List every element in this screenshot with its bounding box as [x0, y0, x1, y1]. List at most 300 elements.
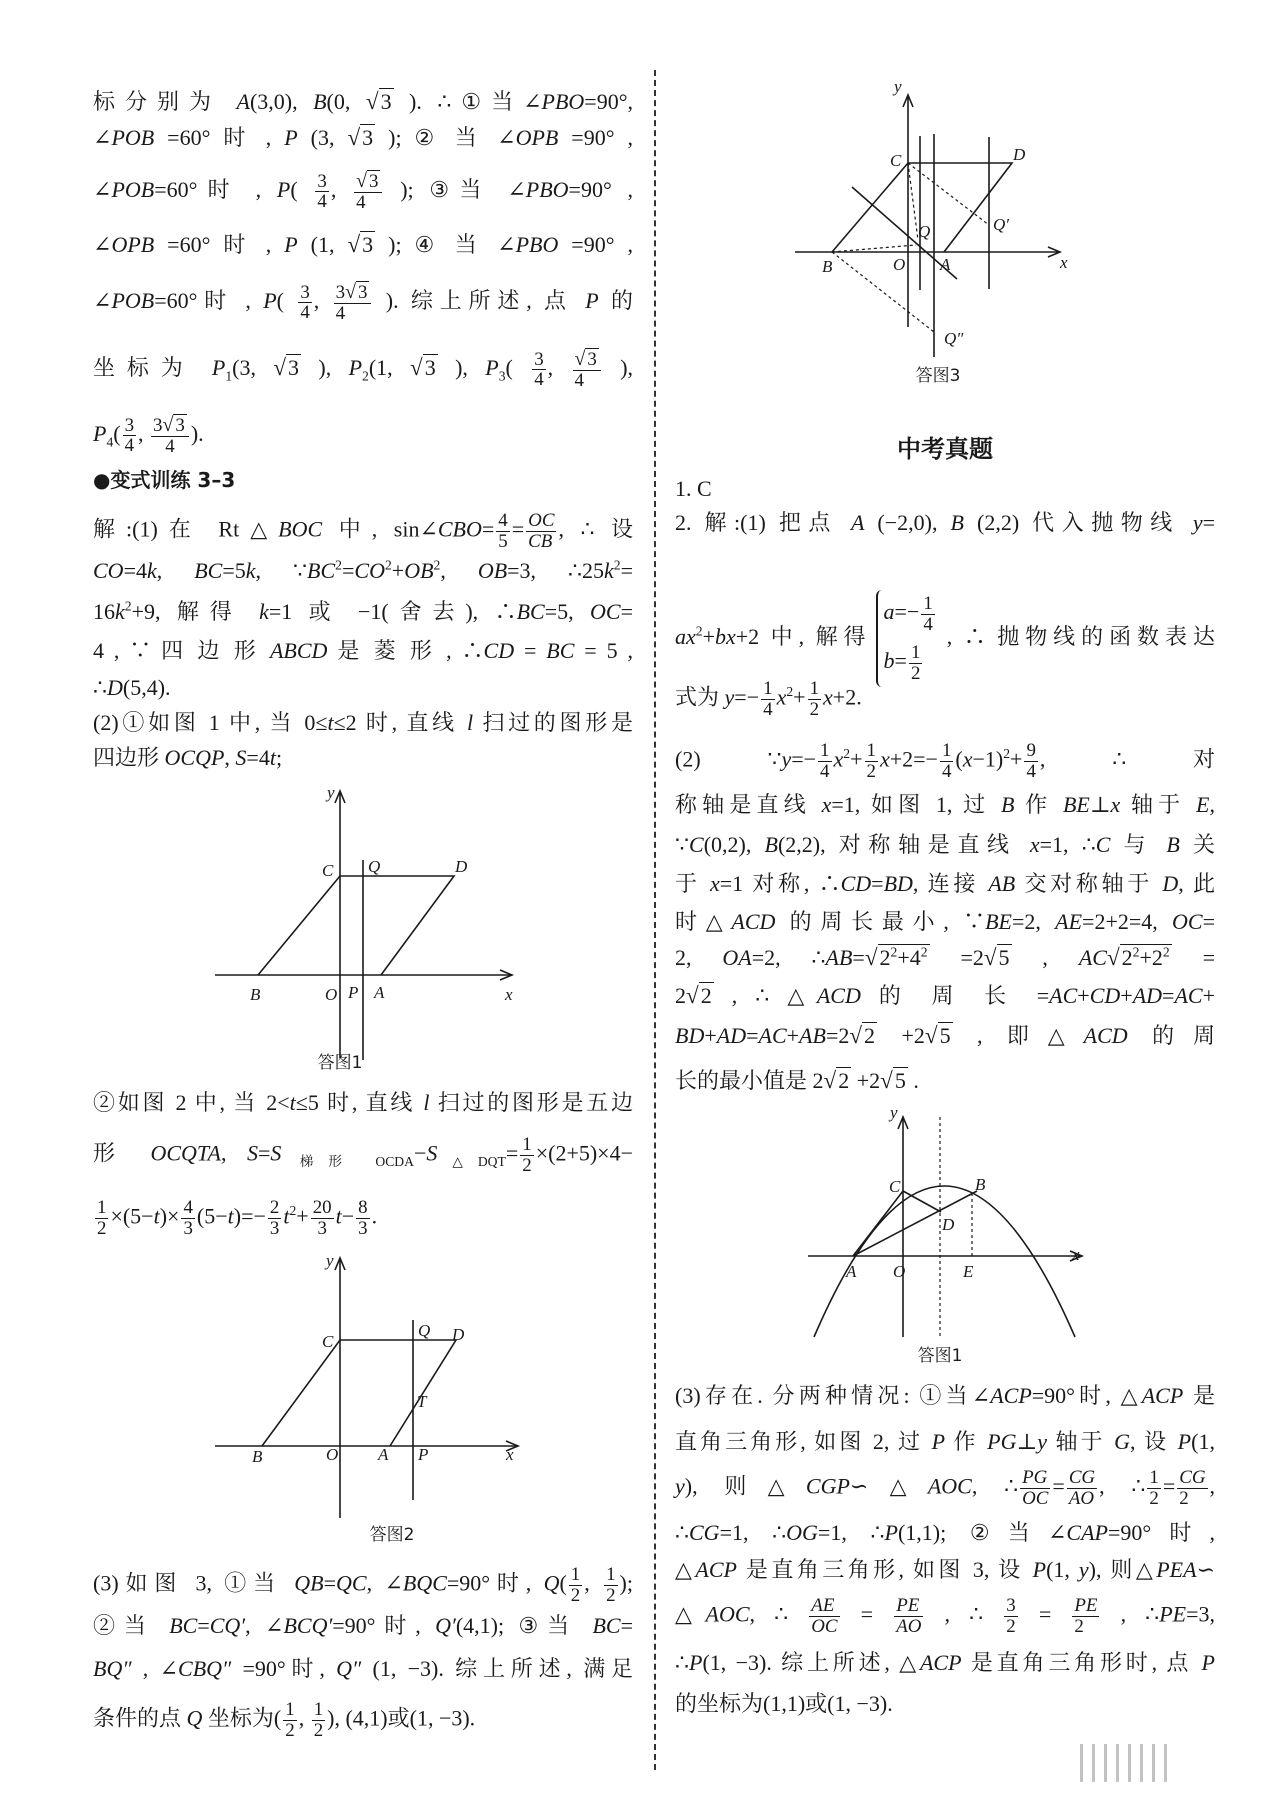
text-run: 轴于: [1046, 1429, 1115, 1454]
math-variable: S: [426, 1140, 438, 1166]
text-run: , 连接: [912, 871, 989, 896]
math-variable: l: [423, 1090, 430, 1115]
numerator: [315, 172, 328, 193]
math-variable: Q′: [435, 1613, 456, 1638]
text-run: =90°时,: [231, 1656, 337, 1681]
section-title: 中考真题: [897, 435, 993, 463]
dashed-bq2: [832, 252, 934, 332]
text-run: 2: [700, 983, 712, 1008]
text-run: 3: [358, 1217, 368, 1239]
text-run: ⊥: [1016, 1429, 1038, 1454]
numerator: [1072, 1596, 1099, 1617]
text-run: , 即△: [952, 1023, 1084, 1048]
math-variable: OPB: [515, 125, 559, 150]
text-run: 2: [1074, 1615, 1084, 1637]
scan-artifact: [1080, 1744, 1170, 1782]
text-run: =1, ∴: [817, 1520, 885, 1545]
text-run: , ∠: [131, 1656, 179, 1681]
text-run: 与: [1110, 832, 1167, 857]
numerator: [312, 1700, 325, 1721]
math-variable: AC: [1174, 983, 1203, 1008]
radical-sign-icon: √: [365, 88, 379, 114]
math-variable: OC: [590, 599, 621, 624]
math-variable: B: [1166, 832, 1180, 857]
text-run: 交对称轴于: [1015, 871, 1163, 896]
text-run: +: [793, 684, 806, 710]
math-variable: ax: [675, 623, 696, 649]
math-variable: C: [689, 832, 704, 857]
rhombus: [262, 1340, 456, 1446]
text-run: 的坐标为(1,1)或(1, −3).: [675, 1691, 893, 1716]
fraction: [151, 415, 189, 457]
square-root: [273, 355, 301, 380]
math-variable: Q: [543, 1570, 560, 1596]
text-run: 1: [285, 1699, 295, 1720]
math-variable: t: [153, 1203, 160, 1229]
text-run: = 5 ,: [574, 638, 633, 663]
numerator: [1024, 741, 1037, 762]
math-variable: AC: [758, 1023, 787, 1048]
text-run: 3: [424, 354, 436, 380]
math-variable: PE: [896, 1595, 920, 1616]
label-x: x: [506, 1445, 514, 1464]
text-run: 4: [1026, 760, 1036, 782]
math-variable: OC: [528, 510, 555, 531]
math-variable: b: [883, 648, 895, 674]
text-run: 2: [1149, 1487, 1159, 1509]
math-variable: bx: [715, 623, 736, 649]
numerator: [921, 594, 934, 615]
text-run: =4: [246, 745, 270, 770]
text-run: 四边形: [93, 745, 165, 770]
text-line: [93, 1699, 633, 1741]
numerator: [334, 282, 372, 304]
math-variable: OC: [1172, 909, 1203, 934]
text-run: 1: [910, 641, 921, 663]
numerator: [356, 1198, 369, 1219]
text-run: , ∴ △: [713, 983, 817, 1008]
label-o: O: [893, 255, 906, 274]
text-run: ⊥: [1089, 792, 1111, 817]
fraction: [1020, 1468, 1050, 1509]
math-variable: PG: [987, 1429, 1017, 1454]
numerator: [569, 1565, 582, 1586]
numerator: [95, 1198, 108, 1219]
math-variable: PBO: [515, 232, 559, 257]
math-variable: ABCD: [269, 638, 328, 663]
text-run: (5,4).: [122, 675, 171, 700]
label-x: x: [1072, 1245, 1080, 1264]
text-run: =: [1162, 1473, 1176, 1499]
superscript: 2: [786, 684, 794, 700]
math-variable: BE: [1062, 792, 1090, 817]
math-variable: OC: [1022, 1487, 1049, 1509]
denominator: [315, 192, 328, 212]
numerator: [298, 283, 311, 304]
denominator: [573, 371, 601, 391]
math-variable: AB: [799, 1023, 826, 1048]
text-run: =1, 如图 1, 过: [831, 792, 1001, 817]
text-run: 4: [820, 760, 830, 782]
text-run: 3: [369, 171, 379, 192]
superscript: 2: [289, 1203, 297, 1219]
label-b: B: [252, 1447, 263, 1466]
text-run: 4: [183, 1197, 193, 1218]
text-line: [675, 590, 1215, 684]
denominator: [940, 762, 953, 782]
text-line: [93, 597, 633, 627]
text-run: 1: [606, 1564, 616, 1585]
label-p: P: [418, 1445, 429, 1464]
superscript: 2: [1132, 944, 1140, 960]
text-run: ≤2 时, 直线: [333, 710, 468, 735]
text-run: 1: [1149, 1467, 1159, 1488]
text-run: 1: [820, 740, 830, 761]
numerator: [526, 511, 556, 532]
numerator: [761, 679, 774, 700]
square-root: [347, 232, 375, 257]
superscript: 2: [843, 746, 851, 762]
math-variable: P: [263, 287, 277, 313]
math-variable: t: [289, 1090, 296, 1115]
math-variable: y: [1037, 1429, 1047, 1454]
math-variable: CBO: [437, 516, 482, 542]
text-run: 3: [380, 89, 392, 114]
text-run: +: [786, 1023, 800, 1048]
text-run: (: [559, 1570, 567, 1596]
numerator: [532, 350, 545, 371]
text-run: 轴于: [1120, 792, 1197, 817]
text-run: 4: [165, 435, 175, 457]
text-run: +2=−: [889, 746, 938, 772]
math-group: [880, 945, 928, 970]
text-run: △: [675, 1557, 696, 1582]
text-run: =: [1202, 510, 1216, 535]
math-variable: y: [781, 746, 792, 772]
text-run: 是直角三角形, 如图 3, 设: [736, 1557, 1033, 1582]
text-line: [675, 1467, 1216, 1509]
math-group: [883, 593, 937, 635]
fraction: [1147, 1468, 1160, 1509]
text-run: 作: [945, 1429, 988, 1454]
text-run: =1 或 −1(舍去), ∴: [268, 599, 517, 624]
square-root: [880, 1068, 908, 1093]
text-line: [93, 1088, 633, 1118]
text-run: (: [113, 420, 121, 446]
math-variable: t: [327, 710, 334, 735]
text-run: ;: [275, 745, 283, 770]
text-run: =90°时,: [332, 1613, 436, 1638]
text-run: ∠: [93, 232, 112, 257]
text-run: 1: [809, 678, 820, 699]
denominator: [1067, 1489, 1097, 1509]
label-d: D: [455, 857, 468, 876]
text-run: (5−: [196, 1203, 228, 1229]
text-run: 4: [763, 698, 773, 720]
text-run: 3: [300, 281, 310, 303]
text-run: 是: [1183, 1383, 1216, 1408]
text-run: (3,: [232, 354, 274, 380]
label-y: y: [326, 1251, 334, 1270]
math-variable: AC: [1078, 945, 1107, 970]
text-run: ,: [1209, 1473, 1216, 1499]
numerator: [894, 1596, 923, 1617]
numerator: [520, 1135, 533, 1156]
denominator: [809, 1617, 839, 1637]
text-line: [93, 170, 633, 213]
text-run: 于: [675, 871, 710, 896]
text-line: [93, 1564, 633, 1606]
math-variable: k: [146, 558, 157, 583]
math-variable: ACD: [816, 983, 861, 1008]
text-run: 4: [498, 510, 508, 531]
text-run: 2,: [675, 945, 723, 970]
math-variable: AB: [988, 871, 1016, 896]
denominator: [354, 193, 382, 213]
math-variable: ACP: [990, 1383, 1032, 1408]
text-run: (3,: [297, 125, 348, 150]
text-run: =: [620, 1613, 633, 1638]
text-run: =: [620, 558, 634, 583]
text-line: [675, 474, 1215, 504]
fraction: [1072, 1596, 1099, 1637]
text-run: =4: [123, 558, 147, 583]
fraction: [569, 1565, 582, 1606]
text-run: .: [371, 1203, 378, 1229]
text-run: 3: [335, 282, 346, 303]
math-variable: P: [276, 176, 291, 202]
text-run: =: [1202, 909, 1215, 934]
text-run: △: [675, 1601, 706, 1627]
math-variable: CB: [528, 530, 553, 552]
figure-caption: 答图3: [915, 366, 961, 386]
text-run: ,: [1209, 792, 1215, 817]
math-variable: BC: [307, 558, 336, 583]
math-variable: BE: [985, 909, 1012, 934]
superscript: 2: [335, 557, 342, 573]
text-run: =1, ∴: [1039, 832, 1096, 857]
numerator: [1004, 1596, 1017, 1617]
radical-sign-icon: √: [924, 1022, 938, 1048]
text-run: +: [391, 558, 405, 583]
label-c: C: [322, 861, 334, 880]
text-run: 2: [313, 1719, 324, 1741]
denominator: [1177, 1489, 1207, 1509]
denominator: [298, 303, 311, 323]
label-a: A: [940, 255, 951, 274]
figure-caption: 答图1: [317, 1053, 363, 1073]
text-run: 式为: [675, 684, 725, 710]
text-run: +2: [1139, 945, 1163, 970]
text-run: ∠: [93, 287, 112, 313]
text-run: ), 则△: [684, 1473, 806, 1499]
numerator: [808, 679, 821, 700]
text-run: 4: [923, 613, 933, 635]
text-run: 3: [269, 1217, 280, 1239]
text-run: ).: [190, 420, 204, 446]
numerator: [1147, 1468, 1160, 1489]
radical-sign-icon: √: [574, 348, 586, 370]
fraction: [865, 741, 878, 782]
text-line: [93, 743, 633, 773]
math-variable: S: [270, 1140, 282, 1166]
text-run: 1: [763, 678, 773, 699]
text-run: (2) ∵: [675, 746, 782, 772]
math-variable: BC: [546, 638, 575, 663]
math-variable: y: [1078, 1557, 1089, 1582]
text-run: 2: [866, 760, 876, 782]
math-variable: PBO: [525, 176, 569, 202]
math-variable: AOC: [705, 1601, 750, 1627]
text-line: [93, 708, 633, 738]
text-run: =2: [929, 945, 984, 970]
text-line: [93, 1134, 633, 1176]
text-line: [675, 790, 1215, 820]
text-run: =90°时,: [1107, 1520, 1215, 1545]
text-run: 2: [675, 983, 686, 1008]
fraction: [921, 594, 934, 635]
math-variable: BC: [592, 1613, 621, 1638]
square-root: [163, 415, 187, 436]
label-q: Q: [418, 1321, 431, 1340]
math-variable: D: [1162, 871, 1179, 896]
text-run: 中, sin∠: [322, 516, 438, 542]
math-variable: P: [1177, 1429, 1192, 1454]
text-run: 3: [124, 414, 135, 436]
text-run: =90° ,: [558, 125, 633, 150]
text-run: =1 对称, ∴: [719, 871, 841, 896]
text-run: ,: [1011, 945, 1079, 970]
math-variable: ACD: [731, 909, 776, 934]
text-run: =60°时 ,: [154, 176, 277, 202]
math-variable: t: [269, 745, 276, 770]
label-q: Q: [368, 857, 381, 876]
denominator: [921, 615, 934, 635]
text-run: 4: [356, 191, 366, 213]
text-line: [93, 281, 633, 324]
label-c: C: [890, 151, 902, 170]
text-run: (: [290, 176, 314, 202]
math-variable: CG: [689, 1520, 720, 1545]
text-run: 5: [498, 530, 508, 552]
radical-sign-icon: √: [345, 281, 356, 303]
text-run: ∽△: [849, 1473, 928, 1499]
math-variable: x: [1110, 792, 1121, 817]
fraction: [894, 1596, 923, 1637]
text-run: 解:(1)在 Rt△: [93, 516, 279, 542]
label-d: D: [942, 1215, 955, 1234]
radicand: [286, 354, 301, 380]
text-line: [675, 1427, 1215, 1457]
fraction: [1024, 741, 1037, 782]
text-run: 1: [923, 593, 933, 614]
text-run: =−: [894, 599, 920, 625]
text-run: , ∴: [749, 1601, 808, 1627]
text-run: 3: [362, 232, 374, 257]
text-line: [93, 556, 633, 586]
text-run: =: [323, 1570, 337, 1596]
fraction: [604, 1565, 617, 1606]
math-variable: OPB: [111, 232, 155, 257]
math-variable: OG: [786, 1520, 818, 1545]
label-x: x: [505, 985, 513, 1004]
math-variable: B: [313, 89, 327, 114]
text-line: [675, 830, 1215, 860]
denominator: [894, 1617, 923, 1637]
text-run: (0,2),: [703, 832, 765, 857]
numerator: [496, 511, 509, 532]
square-root: [984, 945, 1012, 970]
radical-sign-icon: √: [864, 944, 878, 970]
radicand: [699, 982, 714, 1008]
math-variable: k: [604, 558, 614, 583]
figure-caption: 答图1: [917, 1346, 963, 1366]
math-variable: t: [335, 1203, 342, 1229]
math-variable: CO: [93, 558, 124, 583]
text-run: ∵: [675, 832, 689, 857]
text-line: [675, 1555, 1215, 1585]
radicand: [836, 1067, 851, 1093]
text-run: +: [704, 1023, 717, 1048]
math-variable: ACD: [1083, 1023, 1128, 1048]
denominator: [604, 1586, 617, 1606]
text-run: ), (4,1)或(1, −3).: [327, 1705, 476, 1731]
radical-sign-icon: √: [162, 414, 174, 436]
superscript: 2: [695, 623, 703, 639]
text-run: 长的最小值是 2: [675, 1068, 824, 1093]
text-run: +: [1077, 983, 1090, 1008]
math-variable: C: [1095, 832, 1111, 857]
numerator: [573, 349, 601, 371]
text-run: 2. 解:(1) 把点: [675, 510, 851, 535]
text-run: =90°时, △: [1031, 1383, 1142, 1408]
text-run: ∠: [93, 125, 112, 150]
radicand: [173, 414, 186, 436]
text-line: [675, 942, 1215, 972]
fraction: [1067, 1468, 1097, 1509]
fraction: [311, 1198, 334, 1239]
text-run: , ∴: [1099, 1473, 1146, 1499]
text-run: =3,: [1186, 1601, 1215, 1627]
text-run: =: [1162, 983, 1175, 1008]
math-variable: AD: [1132, 983, 1163, 1008]
math-variable: P: [284, 125, 298, 150]
fraction: [532, 350, 545, 391]
text-run: 是直角三角形时, 点: [961, 1650, 1202, 1675]
text-run: 1: [941, 740, 952, 761]
text-run: ,: [547, 354, 571, 380]
math-variable: S: [246, 1140, 258, 1166]
radicand: [938, 1022, 953, 1048]
math-variable: AO: [896, 1615, 922, 1637]
math-variable: OB: [477, 558, 508, 583]
radical-sign-icon: √: [983, 944, 997, 970]
math-variable: AOC: [927, 1473, 972, 1499]
text-run: =90°时,: [446, 1570, 544, 1596]
math-group: [336, 282, 370, 303]
text-line: [675, 1595, 1215, 1637]
radical-sign-icon: √: [347, 231, 361, 257]
text-run: 2: [864, 1023, 876, 1048]
text-run: 8: [358, 1197, 368, 1218]
math-variable: BOC: [278, 516, 323, 542]
denominator: [1147, 1489, 1160, 1509]
math-variable: P: [485, 354, 499, 380]
denominator: [520, 1156, 533, 1176]
figure-right-1: [800, 1105, 1090, 1365]
square-root: [575, 349, 599, 370]
math-variable: PG: [1022, 1467, 1048, 1488]
